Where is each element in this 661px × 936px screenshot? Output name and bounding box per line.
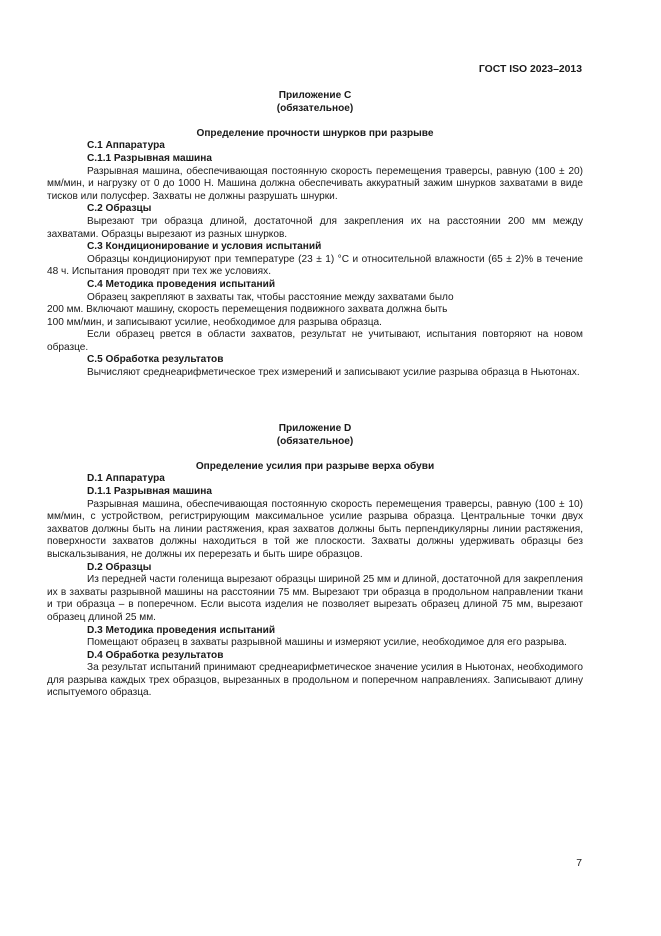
section-c4-line2: 200 мм. Включают машину, скорость перемещения подвижного захвата должна быть [47,304,448,316]
appendix-c-heading: Определение прочности шнурков при разрыве [196,127,434,139]
section-c1-heading: С.1 Аппаратура [87,140,165,152]
section-d3-text: Помещают образец в захваты разрывной машины и измеряют усилие, необходимое для его разрыва. [87,637,567,649]
appendix-c [47,90,583,380]
section-c2-text: Вырезают три образца длиной, достаточной для закрепления их на расстоянии 200 мм между захватами. Образцы вырезают из разных шнурков. [47,215,583,240]
section-c3-heading: С.3 Кондиционирование и условия испытаний [87,241,322,253]
section-c11-text: Разрывная машина, обеспечивающая постоянную скорость перемещения траверсы, равную (100 ± 20) мм/мин, и нагрузку от 0 до 1000 Н. Машина должна обеспечивать аккуратный зажим шнурков захватами в виде тисков или полусфер. Захваты не должны разрушать шнурки. [47,165,583,202]
section-c4-line3: 100 мм/мин, и записывают усилие, необходимое для разрыва образца. [47,316,382,328]
section-c11-heading: С.1.1 Разрывная машина [87,152,212,164]
section-c4-text: Если образец рвется в области захватов, результат не учитывают, испытания повторяют на новом образце. [47,329,583,353]
section-d2-text: Из передней части голенища вырезают образцы шириной 25 мм и длиной, достаточной для закрепления их в захваты разрывной машины на расстоянии 75 мм. Вырезают три образца в продольном направлении ткани и три образца – в поперечном. Если высота изделия не позволяет вырезать образец длиной 75 мм, вырезают образец длиной 25 мм. [47,574,583,623]
appendix-d-title: Приложение D [278,423,352,434]
section-d11-text: Разрывная машина, обеспечивающая постоянную скорость перемещения траверсы, равную (100 ± 10) мм/мин, с устройством, регистрирующим максимальное усилие разрыва образца. Центральные точки двух захватов должны быть на линии растяжения, края захватов должны быть перпендикулярны линии растяжения, поверхности захватов должны находиться в той же плоскости. Захваты должны удерживать образцы без выскальзывания, не должны их перерезать и быть шире образцов. [47,498,583,560]
section-c3-text: Образцы кондиционируют при температуре (23 ± 1) °С и относительной влажности (65 ± 2)% в течение 48 ч. Испытания проводят при тех же условиях. [47,253,583,278]
page-number: 7 [576,858,582,869]
appendix-c-title: Приложение С [278,90,352,101]
document-code: ГОСТ ISO 2023–2013 [478,64,582,75]
section-c2-heading: С.2 Образцы [87,203,152,215]
section-c4-heading: С.4 Методика проведения испытаний [87,278,276,290]
appendix-d-status: (обязательное) [276,435,354,447]
section-d4-heading: D.4 Обработка результатов [87,649,224,661]
section-c5-heading: С.5 Обработка результатов [87,354,224,366]
appendix-c-status: (обязательное) [276,102,354,114]
section-d11-heading: D.1.1 Разрывная машина [87,485,212,497]
section-c5-text: Вычисляют среднеарифметическое трех измерений и записывают усилие разрыва образца в Ньютонах. [87,367,580,379]
section-d1-heading: D.1 Аппаратура [87,473,165,485]
appendix-d-heading: Определение усилия при разрыве верха обуви [195,460,435,472]
section-d2-heading: D.2 Образцы [87,561,152,573]
section-d4-text: За результат испытаний принимают среднеарифметическое значение усилия в Ньютонах, необходимого для разрыва каждых трех образцов, вырезанных в продольном и поперечном направлениях. Записывают длину испытуемого образца. [47,662,583,699]
section-c4-line1: Образец закрепляют в захваты так, чтобы расстояние между захватами было [87,291,454,303]
appendix-d [47,423,583,700]
section-d3-heading: D.3 Методика проведения испытаний [87,624,276,636]
